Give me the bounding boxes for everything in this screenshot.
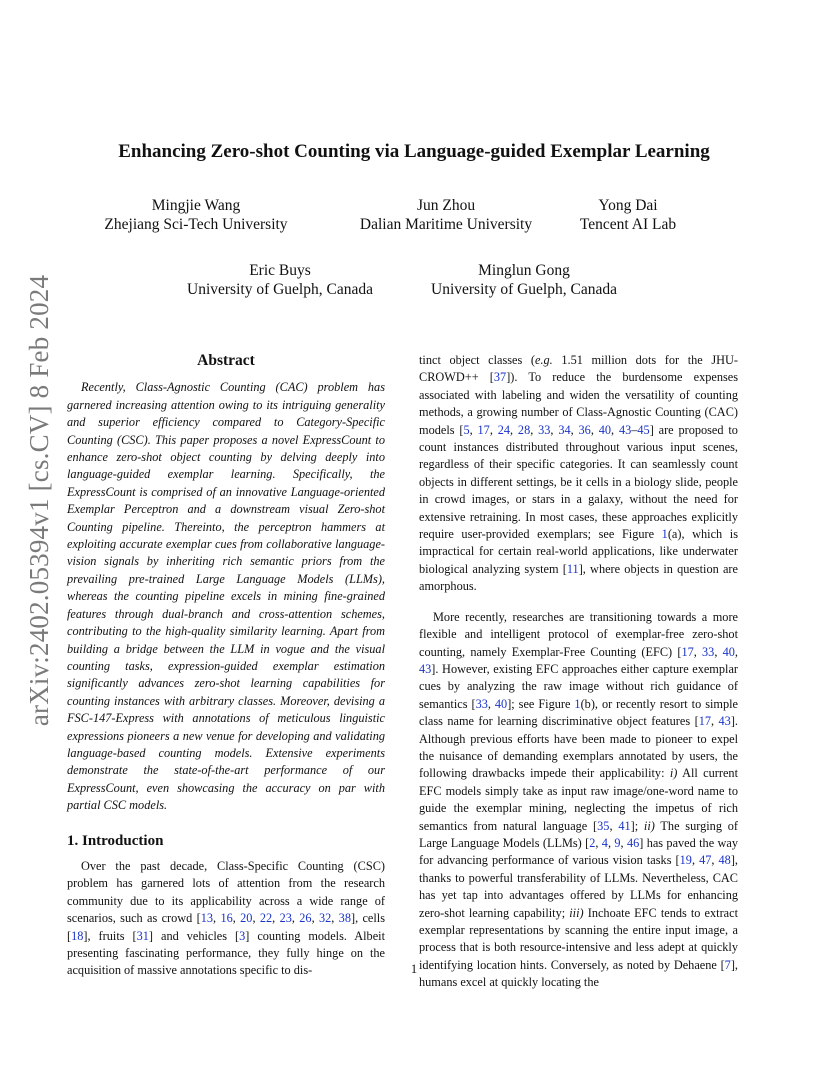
citation-link[interactable]: 38 (338, 911, 351, 926)
page-number: 1 (410, 962, 418, 976)
italic-text: iii) (569, 905, 584, 920)
author-block (346, 196, 546, 234)
citation-link[interactable]: 34 (558, 422, 571, 437)
citation-link[interactable]: 43 (419, 661, 432, 676)
citation-link[interactable]: 43 (718, 714, 731, 729)
citation-link[interactable]: 32 (318, 911, 332, 926)
author-name: Yong Dai (598, 197, 658, 214)
abstract-text: Recently, Class-Agnostic Counting (CAC) problem has garnered increasing attention owing to its intriguing generality and superior efficiency compared to Category-Specific Counting (CSC). This paper proposes a novel ExpressCount to enhance zero-shot object counting by delving deeply into language-guided exemplar learning. Specifically, the ExpressCount is comprised of an innovative Language-oriented Exemplar Perceptron and a downstream visual Zero-shot Counting pipeline. Thereinto, the perceptron hammers at exploiting accurate exemplar cues from collaborative language-vision signals by inheriting rich semantic priors from the prevailing pre-trained Large Language Models (LLMs), whereas the counting pipeline excels in mining fine-grained features through dual-branch and cross-attention schemes, contributing to the high-quality similarity learning. Apart from building a bridge between the LLM in vogue and the visual counting tasks, expression-guided exemplar estimation significantly advances zero-shot learning capabilities for counting instances with arbitrary classes. Moreover, devising a FSC-147-Express with annotations of meticulous linguistic expressions pioneers a new venue for developing and validating language-based counting models. Extensive experiments demonstrate the state-of-the-art performance of our ExpressCount, even showcasing the accuracy on par with partial CSC models. (67, 380, 385, 813)
citation-link[interactable]: 31 (136, 928, 149, 943)
citation-link[interactable]: 35 (597, 818, 610, 833)
citation-link[interactable]: 47 (699, 853, 712, 868)
intro-paragraph-2: More recently, researches are transitioning towards a more flexible and intelligent protocol of exemplar-free zero-shot counting, namely Exemplar-Free Counting (EFC) [17, 33, 40, 43]. However, existing EFC approaches either capture exemplar cues by analyzing the raw image without rich guidance of semantics [33, 40]; see Figure 1(b), or recently resort to simple class name for learning discriminative object features [17, 43]. Although previous efforts have been made to pioneer to expel the nuisance of demanding exemplars annotated by users, the following drawbacks impede their applicability: i) All current EFC models simply take as input raw image/one-word name to guide the exemplar mining, neglecting the impetus of rich semantics from natural language [35, 41]; ii) The surging of Large Language Models (LLMs) [2, 4, 9, 46] has paved the way for advancing performance of various vision tasks [19, 47, 48], thanks to powerful transferability of LLMs. Nevertheless, CAC has yet tap into advantages offered by LLMs for enhancing zero-shot learning capability; iii) Inchoate EFC tends to extract exemplar representations by scanning the entire input image, a process that is both resource-intensive and less adept at quickly identifying location hints. Conversely, as noted by Dehaene [7], humans excel at quickly locating the (419, 609, 739, 990)
citation-link[interactable]: 7 (724, 957, 731, 972)
citation-link[interactable]: 26 (299, 911, 312, 926)
citation-link[interactable]: 36 (578, 422, 591, 437)
author-name: Eric Buys (249, 262, 311, 279)
citation-link[interactable]: 2 (589, 835, 596, 850)
citation-link[interactable]: 22 (259, 911, 273, 926)
author-affiliation: University of Guelph, Canada (431, 281, 617, 298)
left-column (67, 352, 385, 980)
citation-link[interactable]: 24 (497, 422, 511, 437)
citation-link[interactable]: 11 (566, 561, 579, 576)
citation-link[interactable]: 18 (71, 928, 84, 943)
citation-link[interactable]: 46 (626, 835, 640, 850)
intro-paragraph-1-continued: tinct object classes (e.g. 1.51 million dots for the JHU-CROWD++ [37]). To reduce the burdensome expenses associated with labeling and widen the versatility of counting methods, a growing number of Class-Agnostic Counting (CAC) models [5, 17, 24, 28, 33, 34, 36, 40, 43–45] are proposed to count instances distributed throughout various input scenes, regardless of their specific categories. It can seamlessly count objects in different settings, be it cells in a biology slide, people in crowd images, or stars in a galaxy, without the need for extensive retraining. In most cases, these approaches explicitly require user-provided exemplars; see Figure 1(a), which is impractical for certain real-world applications, like underwater biological analyzing system [11], where objects in question are amorphous. (419, 353, 739, 594)
author-block (568, 196, 688, 234)
citation-link[interactable]: 4 (601, 835, 608, 850)
right-column (419, 352, 738, 992)
citation-link[interactable]: 1 (661, 527, 668, 542)
citation-link[interactable]: 43 (618, 422, 632, 437)
author-block (424, 261, 624, 299)
italic-text: e.g. (535, 353, 553, 367)
intro-paragraph-1: Over the past decade, Class-Specific Counting (CSC) problem has garnered lots of attention from the research community due to its applicability across a wide range of scenarios, such as crowd [13, 16, 20, 22, 23, 26, 32, 38], cells [18], fruits [31] and vehicles [3] counting models. Albeit presenting fascinating performance, they fully hinge on the acquisition of massive annotations specific to dis- (67, 858, 385, 978)
citation-link[interactable]: 40 (598, 422, 612, 437)
citation-link[interactable]: 1 (574, 696, 581, 711)
citation-link[interactable]: 23 (279, 911, 292, 926)
author-affiliation: Dalian Maritime University (359, 216, 533, 233)
citation-link[interactable]: 45 (637, 422, 650, 437)
citation-link[interactable]: 28 (517, 422, 531, 437)
author-block (180, 261, 380, 299)
author-affiliation: University of Guelph, Canada (187, 281, 373, 298)
author-affiliation: Tencent AI Lab (579, 216, 677, 233)
abstract-heading: Abstract (197, 352, 255, 369)
citation-link[interactable]: 9 (614, 835, 621, 850)
arxiv-identifier-text: arXiv:2402.05394v1 [cs.CV] 8 Feb 2024 (24, 274, 55, 726)
citation-link[interactable]: 3 (239, 928, 246, 943)
citation-link[interactable]: 41 (618, 818, 631, 833)
paper-title: Enhancing Zero-shot Counting via Language-guided Exemplar Learning (118, 141, 710, 162)
citation-link[interactable]: 40 (722, 644, 735, 659)
citation-link[interactable]: 20 (240, 911, 253, 926)
author-block (96, 196, 296, 234)
citation-link[interactable]: 33 (702, 644, 715, 659)
italic-text: ii) (643, 818, 655, 833)
citation-link[interactable]: 33 (538, 422, 551, 437)
citation-link[interactable]: 40 (494, 696, 508, 711)
author-name: Jun Zhou (416, 197, 476, 214)
citation-link[interactable]: 37 (493, 370, 507, 385)
citation-link[interactable]: 13 (200, 911, 214, 926)
italic-text: i) (669, 766, 678, 781)
section-heading: 1. Introduction (67, 832, 164, 849)
citation-link[interactable]: 48 (718, 853, 731, 868)
citation-link[interactable]: 33 (475, 696, 488, 711)
citation-link[interactable]: 17 (681, 644, 694, 659)
author-name: Minglun Gong (478, 262, 570, 279)
arxiv-identifier (22, 274, 58, 726)
author-name: Mingjie Wang (151, 197, 241, 214)
citation-link[interactable]: 17 (698, 714, 711, 729)
author-affiliation: Zhejiang Sci-Tech University (104, 216, 288, 233)
citation-link[interactable]: 19 (679, 853, 692, 868)
citation-link[interactable]: 5 (463, 422, 470, 437)
citation-link[interactable]: 17 (477, 422, 490, 437)
citation-link[interactable]: 16 (220, 911, 233, 926)
